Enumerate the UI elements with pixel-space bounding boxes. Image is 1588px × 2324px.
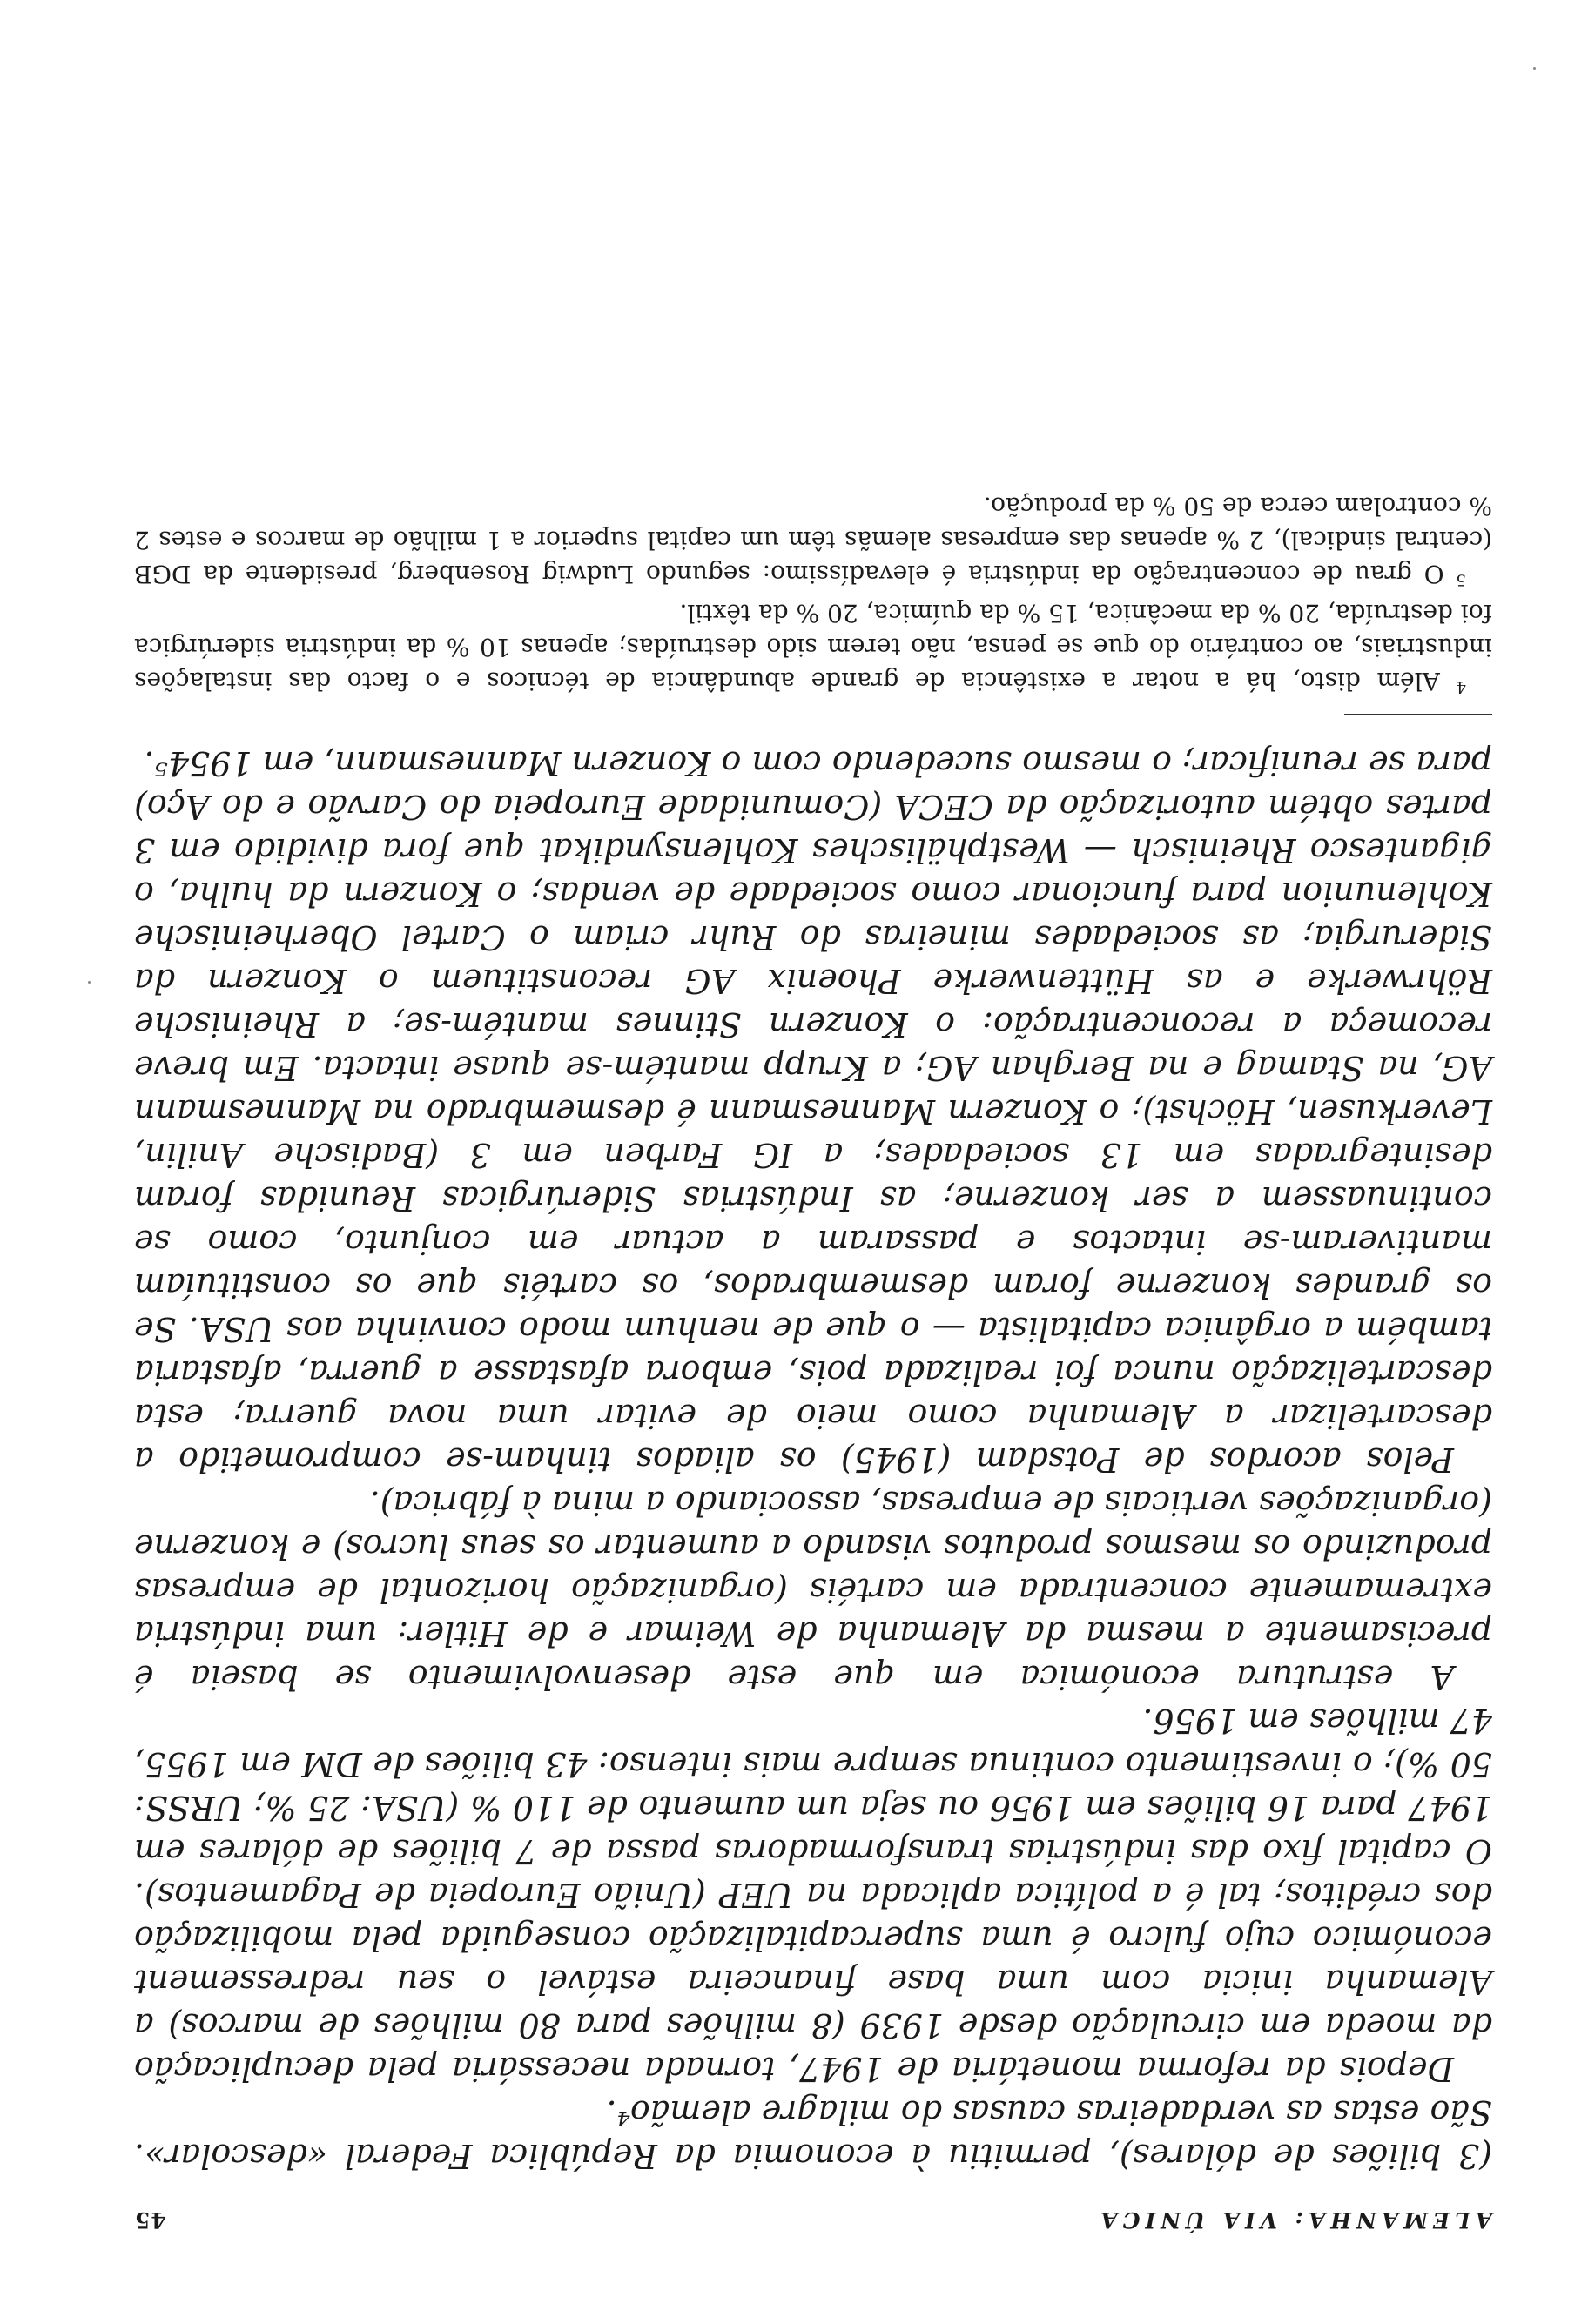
footnote-4 <box>134 596 1492 698</box>
scan-speck <box>88 981 91 984</box>
running-header <box>134 2207 1492 2233</box>
page-number: 45 <box>134 2207 166 2233</box>
footnote-4-mark: 4 <box>1456 677 1466 696</box>
paragraph-potsdam-agreements: Pelos acordos de Potsdam (1945) os aliados tinham-se comprometido a descartelizar a Alemanha como meio de evitar uma nova guerra; esta descartelização nunca foi realizada pois, embora afastasse a guerra, afastaria também a orgânica capitalista — o que de nenhum modo convinha aos USA. Se os grandes konzerne foram desmembrados, os cartéis que os constituíam mantiveram-se intactos e passaram a actuar em conjunto, como se continuassem a ser konzerne; as Indústrias Siderúrgicas Reunidas foram desintegradas em 13 sociedades; a IG Farben em 3 (Badische Anilin, Leverkusen, Höchst); o Konzern Mannesmann é desmembrado na Mannesmann AG, na Stamag e na Berghan AG; a Krupp mantém-se quase intacta. Em breve recomeça a reconcentração: o Konzern Stinnes mantém-se; a Rheinische Röhrwerke e as Hüttenwerke Phoenix AG reconstituem o Konzern da Siderurgia; as sociedades mineiras do Ruhr criam o Cartel Oberheinische Kohlenunion para funcionar como sociedade de vendas; o Konzern da hulha, o gigantesco Rheinisch — Westphälisches Kohlensyndikat que fora dividido em 3 partes obtém autorização da CECA (Comunidade Europeia do Carvão e do Aço) para se reunificar; o mesmo sucedendo com o Konzern Mannesmann, em 1954⁵. <box>134 744 1492 1479</box>
page-content <box>134 484 1492 2233</box>
footnote-divider <box>1344 714 1492 715</box>
footnote-5-text: O grau de concentração da indústria é elevadíssimo: segundo Ludwig Rosenberg, presidente da DGB (central sindical), 2 % apenas das empresas alemãs têm um capital superior a 1 milhão de marcos e estes 2 % controlam cerca de 50 % da produção. <box>133 492 1492 588</box>
scan-speck <box>1533 67 1536 70</box>
footnote-4-text: Além disto, há a notar a existência de grande abundância de técnicos e o facto das instalações industriais, ao contrário do que se pensa, não terem sido destruídas; apenas 10 % da indústria siderúrgica foi destruída, 20 % da mecânica, 15 % da química, 20 % da têxtil. <box>134 599 1492 695</box>
footnote-5-mark: 5 <box>1456 570 1466 589</box>
paragraph-economic-structure: A estrutura económica em que este desenvolvimento se baseia é precisamente a mesma da Alemanha de Weimar e de Hitler: uma indústria extremamente concentrada em cartéis (organização horizontal de empresas produzindo os mesmos produtos visando a aumentar os seus lucros) e konzerne (organizações verticais de empresas, associando a mina à fábrica). <box>134 1484 1492 1696</box>
footnote-5 <box>134 489 1492 591</box>
paragraph-continuation: (3 biliões de dólares), permitiu à economia da República Federal «descolar». São estas as verdadeiras causas do milagre alemão⁴. <box>134 2093 1492 2175</box>
running-title: ALEMANHA: VIA ÚNICA <box>1095 2207 1492 2233</box>
paragraph-monetary-reform: Depois da reforma monetária de 1947, tornada necessária pela decuplicação da moeda em circulação desde 1939 (8 milhões para 80 milhões de marcos) a Alemanha inicia com uma base financeira estável o seu redressement económico cujo fulcro é uma supercapitalização conseguida pela mobilização dos créditos; tal é a política aplicada na UEP (União Europeia de Pagamentos). O capital fixo das indústrias transformadoras passa de 7 biliões de dólares em 1947 para 16 biliões em 1956 ou seja um aumento de 110 % (USA: 25 %; URSS: 50 %); o investimento continua sempre mais intenso: 43 biliões de DM em 1955, 47 milhões em 1956. <box>134 1702 1492 2088</box>
